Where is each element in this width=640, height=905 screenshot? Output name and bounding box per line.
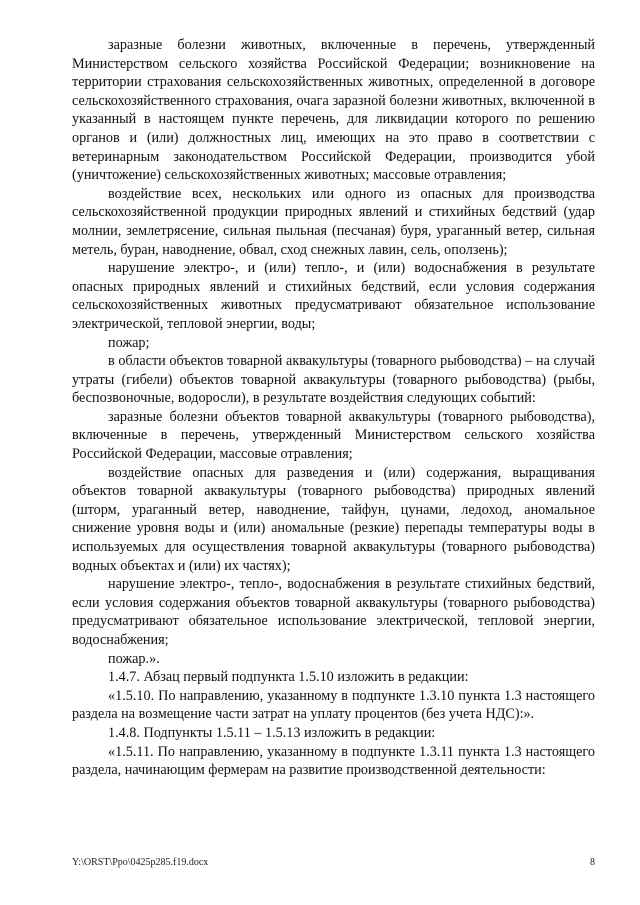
paragraph: воздействие всех, нескольких или одного из опасных для производства сельскохозяйственной продукции природных явлений и стихийных бедствий (удар молнии, землетрясение, сильная пыльная (песчаная) буря, ураганный ветер, сильная метель, буран, наводнение, обвал, сход снежных лавин, сель, оползень); (72, 185, 595, 258)
paragraph: в области объектов товарной аквакультуры (товарного рыбоводства) – на случай утраты (гибели) объектов товарной аквакультуры (товарного рыбоводства) (рыбы, беспозвоночные, водоросли), в результате воздействия следующих событий: (72, 353, 595, 407)
paragraph: воздействие опасных для разведения и (или) содержания, выращивания объектов товарной аквакультуры (товарного рыбоводства) природных явлений (шторм, ураганный ветер, наводнение, тайфун, цунами, ледоход, аномальное снижение уровня воды и (или) аномальные (резкие) перепады температуры воды в используемых для осуществления товарной аквакультуры (товарного рыбоводства) водных объектах и (или) их частях); (72, 464, 595, 574)
paragraph: пожар; (108, 334, 150, 351)
paragraph: «1.5.10. По направлению, указанному в подпункте 1.3.10 пункта 1.3 настоящего раздела на возмещение части затрат на уплату процентов (без учета НДС):». (72, 687, 595, 723)
paragraph: нарушение электро-, и (или) тепло-, и (или) водоснабжения в результате опасных природных явлений и стихийных бедствий, если условия содержания сельскохозяйственных животных предусматривают обязательное использование электрической, тепловой энергии, воды; (72, 260, 595, 332)
page-footer (72, 857, 595, 868)
footer-file-path: Y:\ORST\Ppo\0425p285.f19.docx (72, 857, 209, 868)
document-body (72, 36, 595, 780)
paragraph: «1.5.11. По направлению, указанному в подпункте 1.3.11 пункта 1.3 настоящего раздела, начинающим фермерам на развитие производственной деятельности: (72, 743, 595, 779)
page-number: 8 (590, 857, 595, 868)
paragraph: пожар.». (108, 650, 160, 667)
paragraph: нарушение электро-, тепло-, водоснабжения в результате стихийных бедствий, если условия содержания объектов товарной аквакультуры (товарного рыбоводства) предусматривают обязательное использование электрической, тепловой энергии, водоснабжения; (72, 576, 595, 648)
paragraph: 1.4.8. Подпункты 1.5.11 – 1.5.13 изложить в редакции: (108, 724, 436, 741)
paragraph: заразные болезни животных, включенные в перечень, утвержденный Министерством сельского хозяйства Российской Федерации; возникновение на территории страхования сельскохозяйственных животных, определенной в договоре сельскохозяйственного страхования, очага заразной болезни животных, включенной в указанный в настоящем пункте перечень, для ликвидации которого по решению органов и (или) должностных лиц, имеющих на это право в соответствии с ветеринарным законодательством Российской Федерации, производится убой (уничтожение) сельскохозяйственных животных; массовые отравления; (72, 37, 595, 184)
paragraph: 1.4.7. Абзац первый подпункта 1.5.10 изложить в редакции: (108, 669, 469, 686)
paragraph: заразные болезни объектов товарной аквакультуры (товарного рыбоводства), включенные в перечень, утвержденный Министерством сельского хозяйства Российской Федерации, массовые отравления; (72, 408, 595, 463)
